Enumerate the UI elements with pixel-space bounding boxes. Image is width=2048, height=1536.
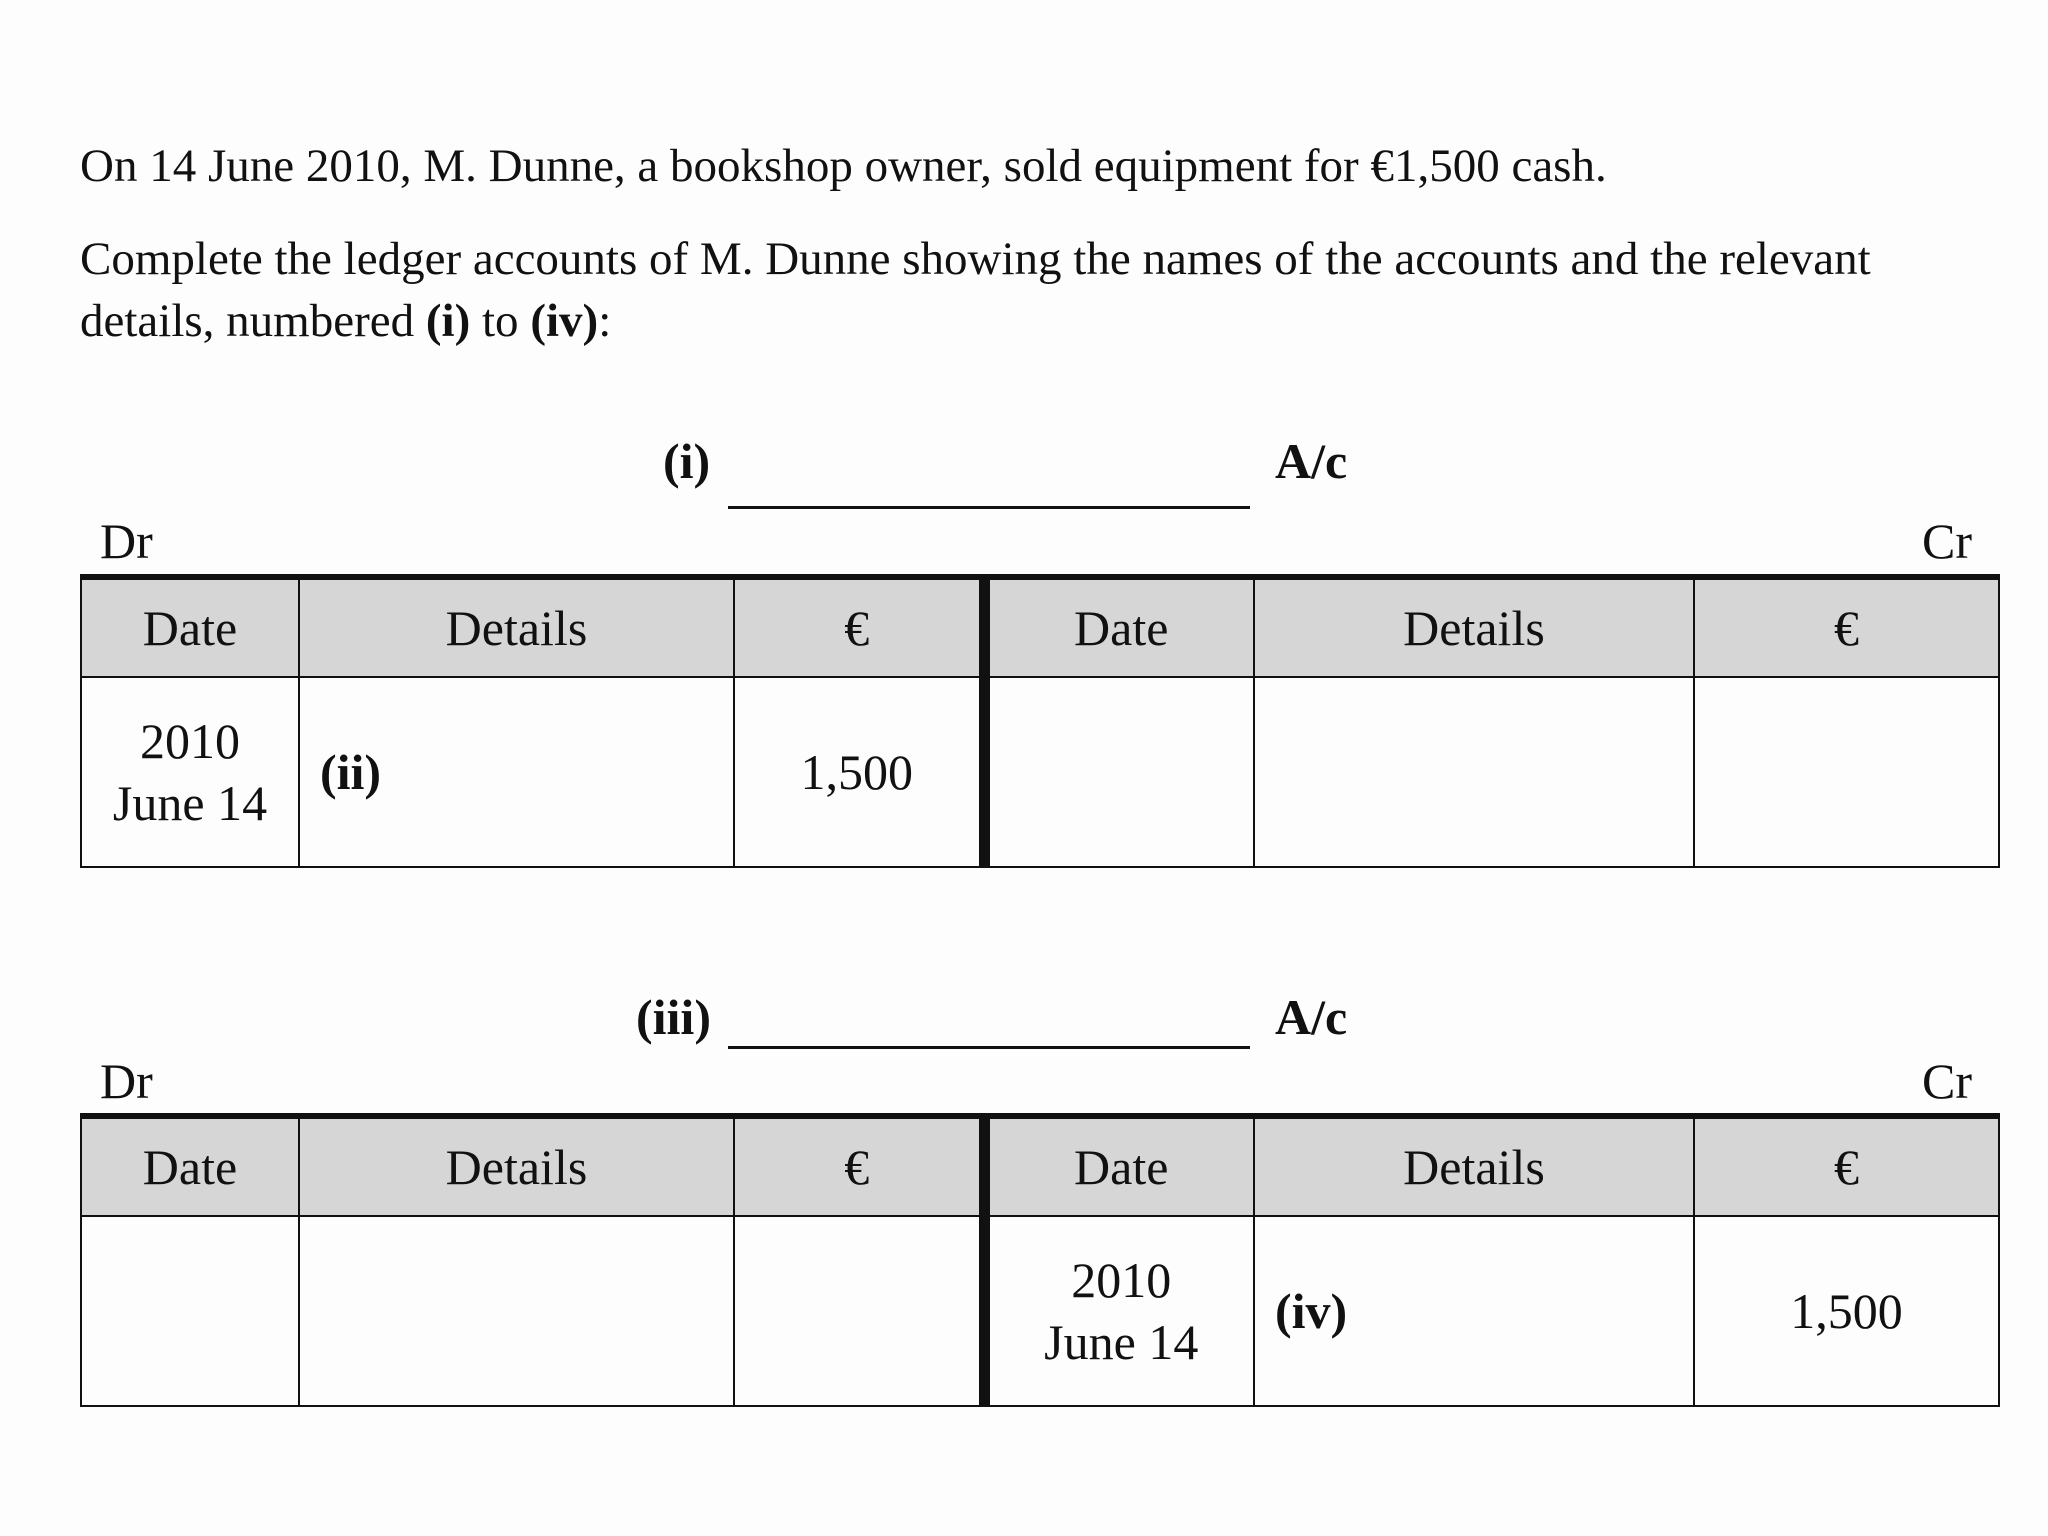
col-header-amount: € — [1694, 577, 1999, 677]
account-name-blank[interactable] — [728, 506, 1250, 509]
instruction-text — [80, 228, 2000, 352]
ledger-table — [80, 1113, 2000, 1407]
col-header-details: Details — [299, 1116, 734, 1216]
debit-amount-cell[interactable] — [734, 1216, 984, 1406]
ledger-entry-row — [81, 1216, 1999, 1406]
instruction-suffix: : — [598, 295, 612, 347]
col-header-date: Date — [984, 1116, 1254, 1216]
col-header-details: Details — [1254, 1116, 1694, 1216]
credit-date-cell[interactable] — [984, 677, 1254, 867]
debit-details-cell[interactable] — [299, 1216, 734, 1406]
question-line: On 14 June 2010, M. Dunne, a bookshop owner, sold equipment for €1,500 cash. — [80, 140, 1607, 192]
debit-details-cell[interactable]: (ii) — [299, 677, 734, 867]
ref-i: (i) — [425, 295, 471, 347]
date-year: 2010 — [140, 713, 240, 769]
ledger-entry-row — [81, 677, 1999, 867]
col-header-date: Date — [81, 1116, 299, 1216]
col-header-date: Date — [81, 577, 299, 677]
date-day: June 14 — [112, 775, 268, 831]
instruction-prefix: Complete the ledger accounts of M. Dunne showing the names of the accounts and the relevant details, numbered — [80, 233, 1871, 347]
debit-date-cell[interactable] — [81, 1216, 299, 1406]
col-header-date: Date — [984, 577, 1254, 677]
debit-date-cell[interactable] — [81, 677, 299, 867]
credit-date-cell[interactable] — [984, 1216, 1254, 1406]
credit-amount-cell[interactable]: 1,500 — [1694, 1216, 1999, 1406]
credit-side-label: Cr — [1922, 513, 1972, 569]
account-name-label: (i) — [663, 433, 711, 489]
credit-details-cell[interactable]: (iv) — [1254, 1216, 1694, 1406]
account-suffix: A/c — [1275, 433, 1348, 489]
debit-side-label: Dr — [100, 513, 153, 569]
account-name-label: (iii) — [636, 989, 711, 1045]
ledger-header-row — [81, 577, 1999, 677]
credit-details-cell[interactable] — [1254, 677, 1694, 867]
account-suffix: A/c — [1275, 989, 1348, 1045]
credit-amount-cell[interactable] — [1694, 677, 1999, 867]
ledger-table — [80, 574, 2000, 868]
ledger-header-row — [81, 1116, 1999, 1216]
instruction-to: to — [470, 295, 531, 347]
col-header-details: Details — [1254, 577, 1694, 677]
date-year: 2010 — [1071, 1252, 1172, 1308]
account-name-blank[interactable] — [728, 1046, 1250, 1049]
ref-iv: (iv) — [530, 295, 599, 347]
col-header-amount: € — [1694, 1116, 1999, 1216]
date-day: June 14 — [1044, 1314, 1199, 1370]
credit-side-label: Cr — [1922, 1053, 1972, 1109]
col-header-amount: € — [734, 577, 984, 677]
col-header-details: Details — [299, 577, 734, 677]
col-header-amount: € — [734, 1116, 984, 1216]
debit-amount-cell[interactable]: 1,500 — [734, 677, 984, 867]
debit-side-label: Dr — [100, 1053, 153, 1109]
